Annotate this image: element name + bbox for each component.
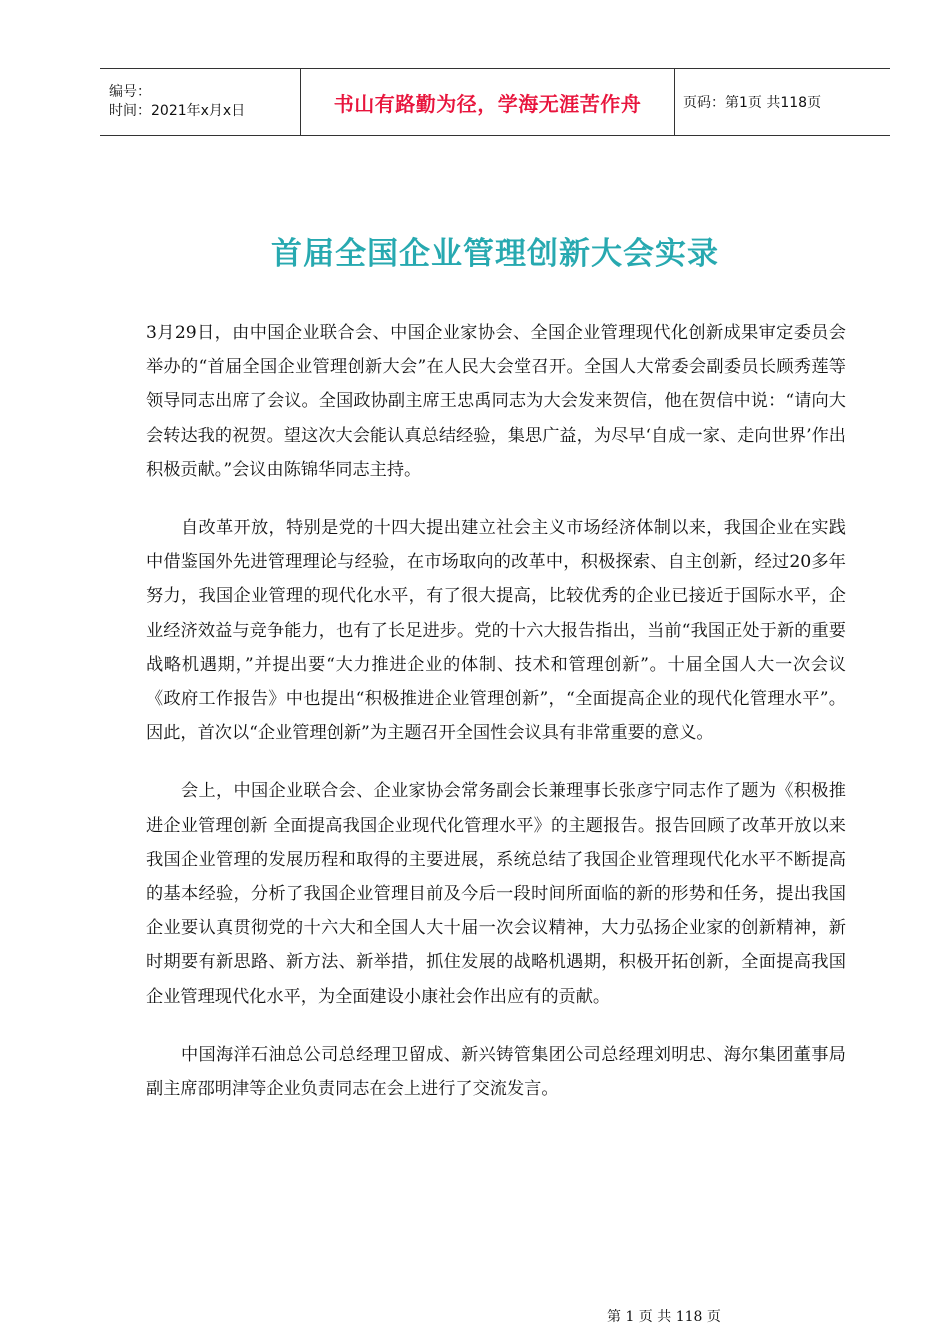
header-page-cell bbox=[675, 69, 890, 135]
paragraph-2: 自改革开放，特别是党的十四大提出建立社会主义市场经济体制以来，我国企业在实践中借鉴国外先进管理理论与经验，在市场取向的改革中，积极探索、自主创新，经过20多年努力，我国企业管理的现代化水平，有了很大提高，比较优秀的企业已接近于国际水平，企业经济效益与竞争能力，也有了长足进步。党的十六大报告指出，当前“我国正处于新的重要战略机遇期，”并提出要“大力推进企业的体制、技术和管理创新”。十届全国人大一次会议《政府工作报告》中也提出“积极推进企业管理创新”，“全面提高企业的现代化管理水平”。因此，首次以“企业管理创新”为主题召开全国性会议具有非常重要的意义。 bbox=[146, 518, 846, 744]
paragraph-3: 会上，中国企业联合会、企业家协会常务副会长兼理事长张彦宁同志作了题为《积极推进企业管理创新 全面提高我国企业现代化管理水平》的主题报告。报告回顾了改革开放以来我国企业管理的发展历程和取得的主要进展，系统总结了我国企业管理现代化水平不断提高的基本经验，分析了我国企业管理目前及今后一段时间所面临的新的形势和任务，提出我国企业要认真贯彻党的十六大和全国人大十届一次会议精神，大力弘扬企业家的创新精神，新时期要有新思路、新方法、新举措，抓住发展的战略机遇期，积极开拓创新，全面提高我国企业管理现代化水平，为全面建设小康社会作出应有的贡献。 bbox=[146, 781, 846, 1007]
page-footer: 第 1 页 共 118 页 bbox=[607, 1309, 721, 1325]
header-motto: 书山有路勤为径，学海无涯苦作舟 bbox=[333, 91, 642, 116]
header-motto-cell bbox=[301, 69, 675, 135]
header-page-info: 页码：第1页 共118页 bbox=[683, 95, 822, 111]
paragraph-1: 3月29日，由中国企业联合会、中国企业家协会、全国企业管理现代化创新成果审定委员会举办的“首届全国企业管理创新大会”在人民大会堂召开。全国人大常委会副委员长顾秀莲等领导同志出席了会议。全国政协副主席王忠禹同志为大会发来贺信，他在贺信中说：“请向大会转达我的祝贺。望这次大会能认真总结经验，集思广益，为尽早‘自成一家、走向世界’作出积极贡献。”会议由陈锦华同志主持。 bbox=[146, 323, 846, 480]
paragraph-4: 中国海洋石油总公司总经理卫留成、新兴铸管集团公司总经理刘明忠、海尔集团董事局副主席邵明津等企业负责同志在会上进行了交流发言。 bbox=[146, 1044, 846, 1100]
header-meta bbox=[100, 69, 301, 135]
page-header bbox=[100, 68, 890, 136]
document-title: 首届全国企业管理创新大会实录 bbox=[271, 236, 719, 272]
document-number-label: 编号： bbox=[109, 84, 151, 100]
document-body bbox=[146, 316, 846, 1130]
document-time-label: 时间：2021年x月x日 bbox=[109, 103, 246, 119]
